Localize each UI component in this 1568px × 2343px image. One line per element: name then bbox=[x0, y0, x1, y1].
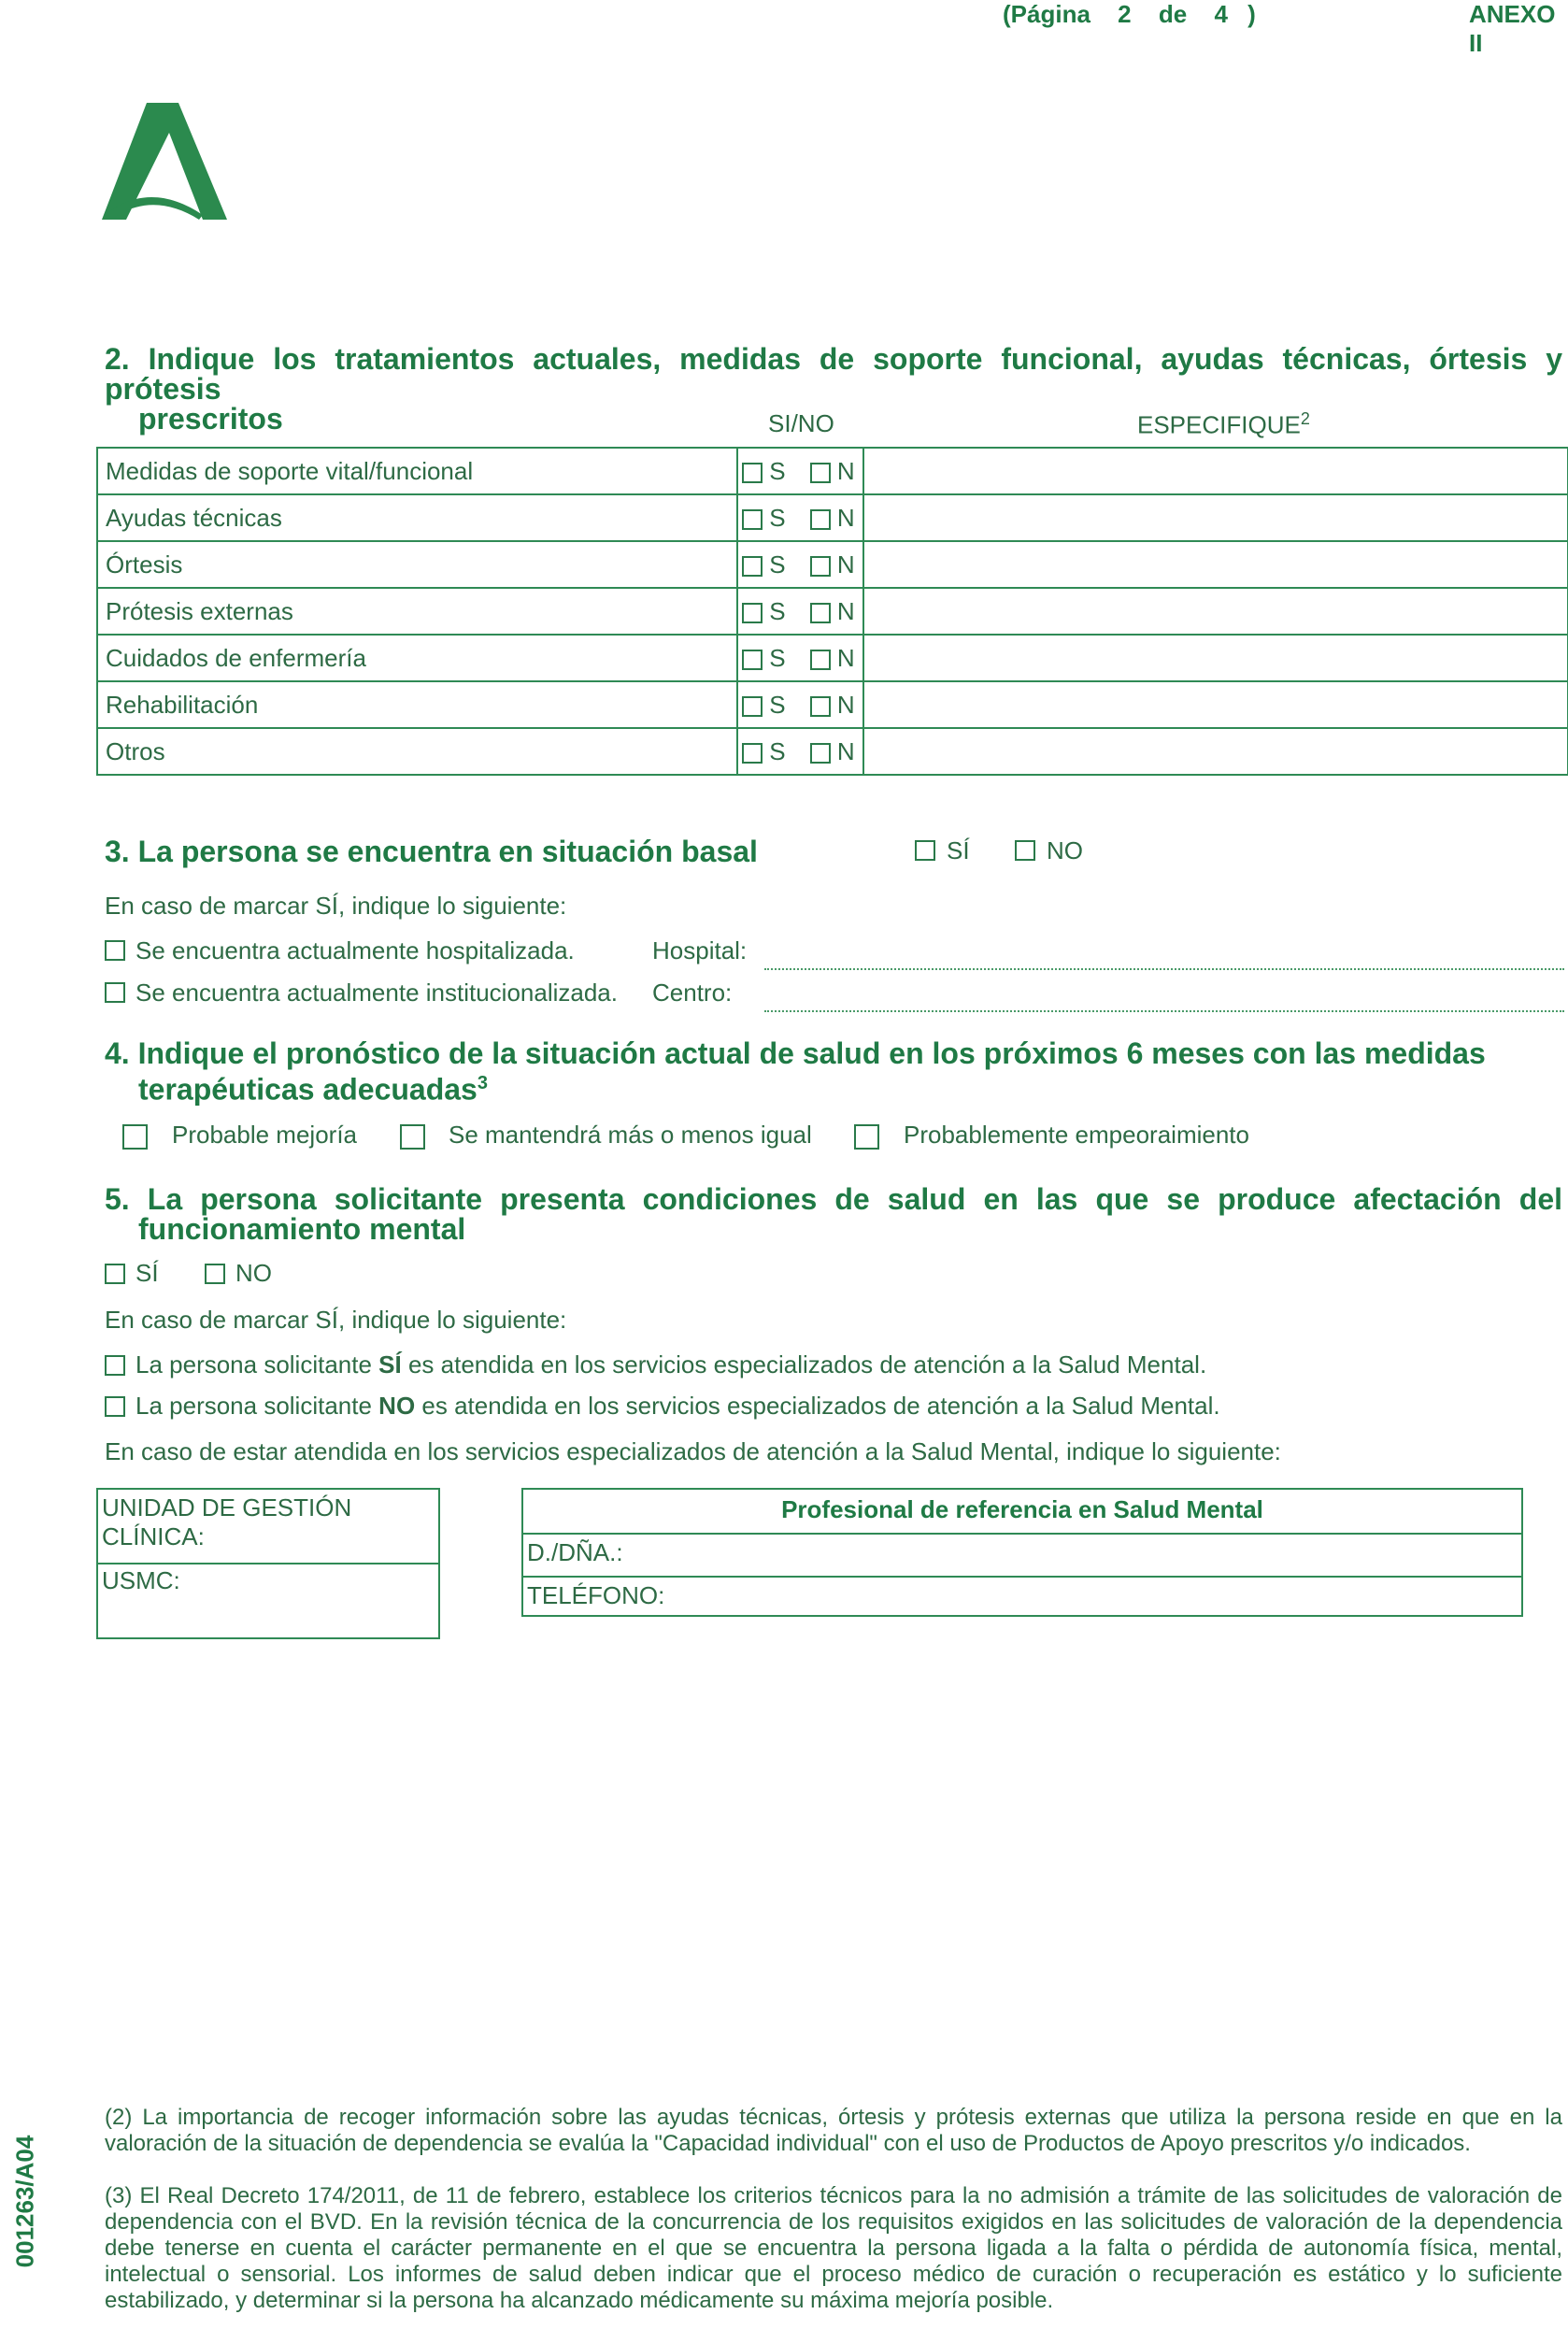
treatment-no-checkbox[interactable] bbox=[810, 463, 831, 483]
treatment-yes-label: S bbox=[769, 503, 786, 532]
page-total: 4 bbox=[1214, 0, 1228, 28]
treatment-label-cell bbox=[97, 588, 737, 635]
treatment-label-cell bbox=[97, 541, 737, 588]
treatment-row bbox=[97, 494, 1568, 541]
treatment-yes-label: S bbox=[769, 550, 786, 579]
treatment-no-label: N bbox=[836, 550, 855, 579]
section3-no-label: NO bbox=[1047, 836, 1083, 864]
prognosis-worse-checkbox[interactable] bbox=[854, 1124, 879, 1150]
attended-si-pre: La persona solicitante bbox=[135, 1350, 379, 1379]
section5-title-line2: funcionamiento mental bbox=[138, 1212, 466, 1246]
treatment-no-checkbox[interactable] bbox=[810, 650, 831, 670]
treatment-yes-checkbox[interactable] bbox=[742, 696, 763, 717]
treatment-yes-checkbox[interactable] bbox=[742, 603, 763, 623]
treatment-label-cell bbox=[97, 728, 737, 775]
institutionalized-label: Se encuentra actualmente institucionalizada. bbox=[135, 979, 618, 1007]
section5-no-checkbox[interactable] bbox=[205, 1264, 225, 1284]
institutionalized-checkbox[interactable] bbox=[105, 982, 125, 1003]
treatment-label-cell bbox=[97, 681, 737, 728]
treatment-no-label: N bbox=[836, 596, 855, 625]
section2-title-line1: 2. Indique los tratamientos actuales, medidas de soporte funcional, ayudas técnicas, órtesis y prótesis bbox=[105, 342, 1562, 406]
treatment-no-checkbox[interactable] bbox=[810, 696, 831, 717]
prognosis-improve-label: Probable mejoría bbox=[172, 1121, 357, 1149]
section5-si-checkbox[interactable] bbox=[105, 1264, 125, 1284]
treatment-yes-label: S bbox=[769, 643, 786, 672]
hospitalized-checkbox[interactable] bbox=[105, 940, 125, 961]
attended-no-post: es atendida en los servicios especializados de atención a la Salud Mental. bbox=[415, 1392, 1220, 1420]
prognosis-worse-label: Probablemente empeoraimiento bbox=[904, 1121, 1249, 1149]
treatment-specify-cell[interactable] bbox=[863, 541, 1568, 588]
treatment-label-cell bbox=[97, 448, 737, 494]
treatment-yes-checkbox[interactable] bbox=[742, 743, 763, 764]
hospitalized-label: Se encuentra actualmente hospitalizada. bbox=[135, 936, 575, 964]
section5-note: En caso de marcar SÍ, indique lo siguiente: bbox=[105, 1306, 567, 1334]
treatments-table bbox=[96, 447, 1568, 776]
section3-no-checkbox[interactable] bbox=[1015, 840, 1035, 861]
attended-si-post: es atendida en los servicios especializados de atención a la Salud Mental. bbox=[401, 1350, 1207, 1379]
professional-box bbox=[521, 1488, 1523, 1617]
prognosis-same-label: Se mantendrá más o menos igual bbox=[449, 1121, 812, 1149]
centro-input[interactable] bbox=[764, 1010, 1564, 1012]
usmc-cell[interactable] bbox=[98, 1564, 438, 1597]
prognosis-improve-checkbox[interactable] bbox=[122, 1124, 148, 1150]
treatment-label: Ayudas técnicas bbox=[106, 503, 282, 532]
attended-no-bold: NO bbox=[378, 1392, 416, 1420]
especifique-label: ESPECIFIQUE bbox=[1137, 410, 1301, 439]
treatment-yes-checkbox[interactable] bbox=[742, 509, 763, 530]
professional-title: Profesional de referencia en Salud Mental bbox=[781, 1495, 1263, 1523]
treatment-no-label: N bbox=[836, 643, 855, 672]
treatment-label: Medidas de soporte vital/funcional bbox=[106, 456, 474, 485]
page-close: ) bbox=[1247, 0, 1256, 28]
attended-si-checkbox[interactable] bbox=[105, 1355, 125, 1376]
treatment-no-label: N bbox=[836, 456, 855, 485]
attended-no-pre: La persona solicitante bbox=[135, 1392, 379, 1420]
section3-si-label: SÍ bbox=[947, 836, 970, 864]
treatment-specify-cell[interactable] bbox=[863, 588, 1568, 635]
treatment-specify-cell[interactable] bbox=[863, 681, 1568, 728]
hospital-input[interactable] bbox=[764, 968, 1564, 970]
ugc-label: UNIDAD DE GESTIÓN CLÍNICA: bbox=[102, 1493, 352, 1550]
treatment-yes-label: S bbox=[769, 596, 786, 625]
treatment-row bbox=[97, 448, 1568, 494]
section5-no-label: NO bbox=[235, 1259, 272, 1287]
treatment-specify-cell[interactable] bbox=[863, 635, 1568, 681]
hospital-field-label: Hospital: bbox=[652, 936, 748, 964]
ugc-box bbox=[96, 1488, 440, 1639]
page-open: (Página bbox=[1003, 0, 1090, 28]
professional-name-label: D./DÑA.: bbox=[527, 1538, 623, 1566]
treatment-label: Cuidados de enfermería bbox=[106, 643, 366, 672]
section5-title-line1: 5. La persona solicitante presenta condiciones de salud en las que se produce afectación del bbox=[105, 1182, 1562, 1216]
section3-title: 3. La persona se encuentra en situación basal bbox=[105, 835, 758, 868]
treatment-no-checkbox[interactable] bbox=[810, 743, 831, 764]
treatment-no-checkbox[interactable] bbox=[810, 556, 831, 577]
treatment-row bbox=[97, 635, 1568, 681]
treatment-specify-cell[interactable] bbox=[863, 728, 1568, 775]
page-of: de bbox=[1158, 0, 1188, 28]
attended-si-bold: SÍ bbox=[378, 1350, 402, 1379]
centro-field-label: Centro: bbox=[652, 979, 733, 1007]
treatment-no-label: N bbox=[836, 736, 855, 765]
treatment-label-cell bbox=[97, 635, 737, 681]
section4-title-line2 bbox=[138, 1068, 1562, 1105]
page-indicator bbox=[1003, 0, 1256, 29]
treatment-yes-checkbox[interactable] bbox=[742, 650, 763, 670]
logo-icon bbox=[98, 103, 227, 220]
page-current: 2 bbox=[1118, 0, 1132, 28]
col-sino-header: SI/NO bbox=[768, 409, 834, 437]
treatment-sino-cell bbox=[737, 728, 863, 775]
treatment-label: Órtesis bbox=[106, 550, 183, 579]
professional-title-cell bbox=[523, 1490, 1521, 1535]
treatment-specify-cell[interactable] bbox=[863, 494, 1568, 541]
attended-si-label bbox=[135, 1350, 1206, 1379]
treatment-row bbox=[97, 588, 1568, 635]
footnote-3: (3) El Real Decreto 174/2011, de 11 de febrero, establece los criterios técnicos para la no admisión a trámite de las solicitudes de valoración de dependencia con el BVD. En la revisión técnica de la concurrencia de los requisitos exigidos en las solicitudes de valoración de la dependencia debe tenerse en cuenta el carácter permanente en el que se encuentra la persona ligada a la falta o pérdida de autonomía física, mental, intelectual o sensorial. Los informes de salud deben indicar que el proceso médico de curación o recuperación es estático y lo suficiente estabilizado, y determinar si la persona ha alcanzado médicamente su máxima mejoría posible. bbox=[105, 2183, 1562, 2313]
treatment-label: Otros bbox=[106, 736, 165, 765]
attended-no-checkbox[interactable] bbox=[105, 1396, 125, 1417]
treatment-row bbox=[97, 681, 1568, 728]
professional-name-cell[interactable] bbox=[523, 1535, 1521, 1578]
treatment-yes-label: S bbox=[769, 736, 786, 765]
treatment-specify-cell[interactable] bbox=[863, 448, 1568, 494]
treatment-sino-cell bbox=[737, 635, 863, 681]
especifique-sup: 2 bbox=[1300, 409, 1310, 428]
treatment-sino-cell bbox=[737, 681, 863, 728]
section5-si-label: SÍ bbox=[135, 1259, 159, 1287]
professional-phone-cell[interactable] bbox=[523, 1578, 1521, 1614]
treatment-label: Rehabilitación bbox=[106, 690, 259, 719]
col-especifique-header bbox=[1137, 409, 1310, 440]
annex-label: ANEXO II bbox=[1469, 0, 1556, 57]
treatment-yes-checkbox[interactable] bbox=[742, 556, 763, 577]
section4-sup: 3 bbox=[477, 1073, 488, 1093]
section4-title-line1: 4. Indique el pronóstico de la situación actual de salud en los próximos 6 meses con las medidas bbox=[105, 1036, 1486, 1070]
section4-title-line2-text: terapéuticas adecuadas bbox=[138, 1072, 478, 1107]
treatment-label: Prótesis externas bbox=[106, 596, 293, 625]
prognosis-same-checkbox[interactable] bbox=[400, 1124, 425, 1150]
treatment-no-label: N bbox=[836, 690, 855, 719]
section5-title bbox=[105, 1184, 1562, 1244]
treatment-row bbox=[97, 541, 1568, 588]
usmc-label: USMC: bbox=[102, 1566, 180, 1594]
section3-note: En caso de marcar SÍ, indique lo siguiente: bbox=[105, 892, 567, 920]
treatment-sino-cell bbox=[737, 494, 863, 541]
treatment-label-cell bbox=[97, 494, 737, 541]
professional-phone-label: TELÉFONO: bbox=[527, 1581, 665, 1609]
treatment-no-checkbox[interactable] bbox=[810, 603, 831, 623]
attended-no-label bbox=[135, 1392, 1220, 1421]
footnote-2: (2) La importancia de recoger información sobre las ayudas técnicas, órtesis y prótesis externas que utiliza la persona reside en que en la valoración de la situación de dependencia se evalúa la "Capacidad individual" con el uso de Productos de Apoyo prescritos y/o indicados. bbox=[105, 2105, 1562, 2156]
treatment-row bbox=[97, 728, 1568, 775]
treatment-yes-checkbox[interactable] bbox=[742, 463, 763, 483]
treatment-no-label: N bbox=[836, 503, 855, 532]
section4-title bbox=[105, 1038, 1562, 1105]
ugc-cell[interactable] bbox=[98, 1490, 438, 1564]
treatment-yes-label: S bbox=[769, 456, 786, 485]
document-code: 001263/A04 bbox=[10, 2135, 39, 2268]
section2-title-line2: prescritos bbox=[138, 402, 283, 436]
treatment-sino-cell bbox=[737, 448, 863, 494]
treatment-sino-cell bbox=[737, 588, 863, 635]
section5-note2: En caso de estar atendida en los servicios especializados de atención a la Salud Mental, indique lo siguiente: bbox=[105, 1437, 1281, 1465]
treatment-sino-cell bbox=[737, 541, 863, 588]
treatment-yes-label: S bbox=[769, 690, 786, 719]
section3-si-checkbox[interactable] bbox=[915, 840, 935, 861]
treatment-no-checkbox[interactable] bbox=[810, 509, 831, 530]
